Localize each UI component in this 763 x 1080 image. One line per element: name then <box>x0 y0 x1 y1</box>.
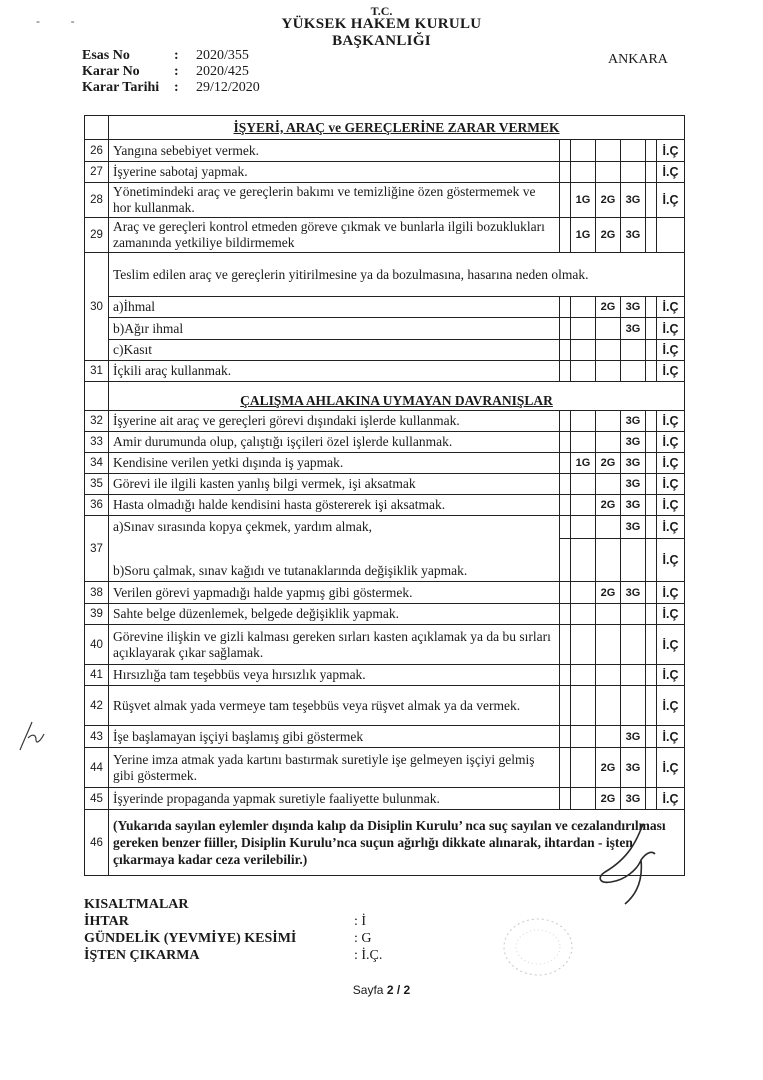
subrow-text: b)Ağır ihmal <box>109 318 560 340</box>
penalty-3g: 3G <box>621 218 646 253</box>
row-number: 30 <box>85 253 109 361</box>
abbreviation-term: İHTAR <box>84 914 129 929</box>
row-number: 37 <box>85 516 109 582</box>
penalty-1g: 1G <box>571 453 596 474</box>
row-number: 43 <box>85 726 109 748</box>
table-row <box>85 625 685 665</box>
penalty-ic: İ.Ç <box>657 686 685 726</box>
penalty-3g: 3G <box>621 318 646 340</box>
table-subrow <box>85 318 685 340</box>
row-number: 35 <box>85 474 109 495</box>
penalty-1g: 1G <box>571 218 596 253</box>
penalty-3g: 3G <box>621 516 646 539</box>
meta-label: Esas No <box>82 48 130 63</box>
meta-value: 2020/355 <box>196 48 249 63</box>
table-row <box>85 474 685 495</box>
abbreviation-term: GÜNDELİK (YEVMİYE) KESİMİ <box>84 931 297 946</box>
row-text: İşyerine ait araç ve gereçleri görevi dışındaki işlerde kullanmak. <box>109 411 560 432</box>
case-meta <box>82 48 260 96</box>
table-row <box>85 140 685 162</box>
meta-value: 29/12/2020 <box>196 80 260 95</box>
row-number: 36 <box>85 495 109 516</box>
row-number: 32 <box>85 411 109 432</box>
row-text: İşyerinde propaganda yapmak suretiyle faaliyette bulunmak. <box>109 788 560 810</box>
penalty-ic: İ.Ç <box>657 604 685 625</box>
row-text: İşyerine sabotaj yapmak. <box>109 162 560 183</box>
table-row <box>85 432 685 453</box>
table-row <box>85 411 685 432</box>
city: ANKARA <box>608 52 668 67</box>
abbreviation-value: : İ <box>354 914 367 929</box>
subrow-text: b)Soru çalmak, sınav kağıdı ve tutanaklarında değişiklik yapmak. <box>109 539 560 582</box>
penalty-3g: 3G <box>621 183 646 218</box>
penalty-2g: 2G <box>596 788 621 810</box>
penalty-2g: 2G <box>596 453 621 474</box>
row-number: 45 <box>85 788 109 810</box>
table-subrow <box>85 297 685 318</box>
penalty-2g: 2G <box>596 297 621 318</box>
table-row <box>85 453 685 474</box>
meta-value: 2020/425 <box>196 64 249 79</box>
abbreviation-item <box>84 913 382 930</box>
penalty-ic: İ.Ç <box>657 318 685 340</box>
row-number: 38 <box>85 582 109 604</box>
penalty-ic: İ.Ç <box>657 748 685 788</box>
penalty-ic: İ.Ç <box>657 453 685 474</box>
subrow-text: a)İhmal <box>109 297 560 318</box>
penalty-ic: İ.Ç <box>657 297 685 318</box>
subrow-text: a)Sınav sırasında kopya çekmek, yardım almak, <box>109 516 560 539</box>
row-text: İçkili araç kullanmak. <box>109 361 560 382</box>
row-text: Hasta olmadığı halde kendisini hasta göstererek işi aksatmak. <box>109 495 560 516</box>
row-number: 46 <box>85 810 109 876</box>
table-row <box>85 516 685 539</box>
row-text: Araç ve gereçleri kontrol etmeden göreve çıkmak ve bunlarla ilgili bozuklukları zamanında yetkiliye bildirmemek <box>109 218 560 253</box>
section-title: İŞYERİ, ARAÇ ve GEREÇLERİNE ZARAR VERMEK <box>109 116 685 140</box>
org-top: T.C. <box>370 6 393 16</box>
row-text: Verilen görevi yapmadığı halde yapmış gibi göstermek. <box>109 582 560 604</box>
penalty-3g: 3G <box>621 297 646 318</box>
meta-sep: : <box>174 64 179 79</box>
penalty-ic: İ.Ç <box>657 340 685 361</box>
row-text: Kendisine verilen yetki dışında iş yapmak. <box>109 453 560 474</box>
abbreviation-item <box>84 930 382 947</box>
section-header-row <box>85 382 685 411</box>
row-text: Görevine ilişkin ve gizli kalması gereken sırları kasten açıklamak ya da bu sırları açıklayarak çıkar sağlamak. <box>109 625 560 665</box>
empty-cell <box>85 382 109 411</box>
row-text: Yönetimindeki araç ve gereçlerin bakımı ve temizliğine özen göstermemek ve hor kullanmak. <box>109 183 560 218</box>
penalty-ic: İ.Ç <box>657 495 685 516</box>
row-text: Hırsızlığa tam teşebbüs veya hırsızlık yapmak. <box>109 665 560 686</box>
abbreviations <box>84 896 382 964</box>
table-row <box>85 582 685 604</box>
row-number: 29 <box>85 218 109 253</box>
abbreviation-value: : İ.Ç. <box>354 948 383 963</box>
row-number: 34 <box>85 453 109 474</box>
table-row <box>85 665 685 686</box>
penalty-3g: 3G <box>621 748 646 788</box>
penalty-3g: 3G <box>621 495 646 516</box>
penalty-3g: 3G <box>621 788 646 810</box>
table-row <box>85 162 685 183</box>
penalty-ic: İ.Ç <box>657 474 685 495</box>
row-number: 31 <box>85 361 109 382</box>
penalty-2g: 2G <box>596 183 621 218</box>
penalty-3g: 3G <box>621 582 646 604</box>
table-row <box>85 686 685 726</box>
penalty-ic: İ.Ç <box>657 539 685 582</box>
page-number <box>0 983 763 997</box>
penalty-2g: 2G <box>596 495 621 516</box>
table-row <box>85 726 685 748</box>
penalty-ic: İ.Ç <box>657 788 685 810</box>
row-number: 28 <box>85 183 109 218</box>
row-text: Rüşvet almak yada vermeye tam teşebbüs veya rüşvet almak ya da vermek. <box>109 686 560 726</box>
row-text: Görevi ile ilgili kasten yanlış bilgi vermek, işi aksatmak <box>109 474 560 495</box>
table-row <box>85 361 685 382</box>
section-header-row <box>85 116 685 140</box>
table-row <box>85 604 685 625</box>
stamp-icon <box>498 912 578 982</box>
section-title: ÇALIŞMA AHLAKINA UYMAYAN DAVRANIŞLAR <box>109 382 685 411</box>
abbreviation-value: : G <box>354 931 372 946</box>
table-row <box>85 218 685 253</box>
meta-row-karar <box>82 64 260 80</box>
meta-row-tarih <box>82 80 260 96</box>
row-text: Yerine imza atmak yada kartını bastırmak suretiyle işe gelmeyen işçiyi gelmiş gibi göstermek. <box>109 748 560 788</box>
penalty-2g: 2G <box>596 748 621 788</box>
abbreviation-term: İŞTEN ÇIKARMA <box>84 948 200 963</box>
abbreviation-item <box>84 947 382 964</box>
table-subrow <box>85 340 685 361</box>
penalty-3g: 3G <box>621 432 646 453</box>
row-text: (Yukarıda sayılan eylemler dışında kalıp da Disiplin Kurulu’ nca suç sayılan ve cezalandırılması gereken benzer fiiller, Disiplin Kurulu’nca suçun ağırlığı dikkate alınarak, ihtardan - işten çıkarmaya kadar ceza verilebilir.) <box>109 810 685 876</box>
page-separator: / <box>396 983 401 997</box>
row-text: Teslim edilen araç ve gereçlerin yitirilmesine ya da bozulmasına, hasarına neden olmak. <box>109 253 685 297</box>
penalty-ic: İ.Ç <box>657 582 685 604</box>
penalty-ic: İ.Ç <box>657 516 685 539</box>
penalty-ic: İ.Ç <box>657 665 685 686</box>
abbreviations-title: KISALTMALAR <box>84 897 189 912</box>
page-total: 2 <box>403 983 411 997</box>
row-number: 44 <box>85 748 109 788</box>
scan-marks: - - <box>36 14 83 28</box>
empty-cell <box>85 116 109 140</box>
penalty-ic: İ.Ç <box>657 625 685 665</box>
subrow-text: c)Kasıt <box>109 340 560 361</box>
table-row <box>85 748 685 788</box>
meta-sep: : <box>174 48 179 63</box>
table-row <box>85 495 685 516</box>
table-subrow <box>85 539 685 582</box>
row-number: 33 <box>85 432 109 453</box>
table-row <box>85 183 685 218</box>
penalty-3g: 3G <box>621 726 646 748</box>
discipline-table <box>84 115 685 876</box>
row-number: 42 <box>85 686 109 726</box>
meta-label: Karar No <box>82 64 140 79</box>
penalty-2g: 2G <box>596 218 621 253</box>
row-number: 41 <box>85 665 109 686</box>
row-text: İşe başlamayan işçiyi başlamış gibi göstermek <box>109 726 560 748</box>
table-row <box>85 253 685 297</box>
signature-icon <box>585 820 665 910</box>
page-prefix: Sayfa <box>352 983 384 997</box>
penalty-ic: İ.Ç <box>657 162 685 183</box>
row-text: Sahte belge düzenlemek, belgede değişiklik yapmak. <box>109 604 560 625</box>
org-name: YÜKSEK HAKEM KURULU <box>281 16 482 32</box>
penalty-1g: 1G <box>571 183 596 218</box>
row-text: Yangına sebebiyet vermek. <box>109 140 560 162</box>
penalty-2g: 2G <box>596 582 621 604</box>
meta-label: Karar Tarihi <box>82 80 160 95</box>
page-current: 2 <box>386 983 394 997</box>
row-number: 39 <box>85 604 109 625</box>
initials-icon <box>14 712 50 756</box>
row-number: 40 <box>85 625 109 665</box>
org-unit: BAŞKANLIĞI <box>332 33 431 49</box>
penalty-ic: İ.Ç <box>657 411 685 432</box>
penalty-ic: İ.Ç <box>657 432 685 453</box>
row-number: 27 <box>85 162 109 183</box>
penalty-ic: İ.Ç <box>657 726 685 748</box>
row-text: Amir durumunda olup, çalıştığı işçileri özel işlerde kullanmak. <box>109 432 560 453</box>
table-row <box>85 788 685 810</box>
document-header <box>0 6 763 50</box>
meta-row-esas <box>82 48 260 64</box>
penalty-3g: 3G <box>621 453 646 474</box>
row-number: 26 <box>85 140 109 162</box>
penalty-ic: İ.Ç <box>657 140 685 162</box>
penalty-ic: İ.Ç <box>657 361 685 382</box>
penalty-ic: İ.Ç <box>657 183 685 218</box>
penalty-3g: 3G <box>621 411 646 432</box>
penalty-3g: 3G <box>621 474 646 495</box>
meta-sep: : <box>174 80 179 95</box>
